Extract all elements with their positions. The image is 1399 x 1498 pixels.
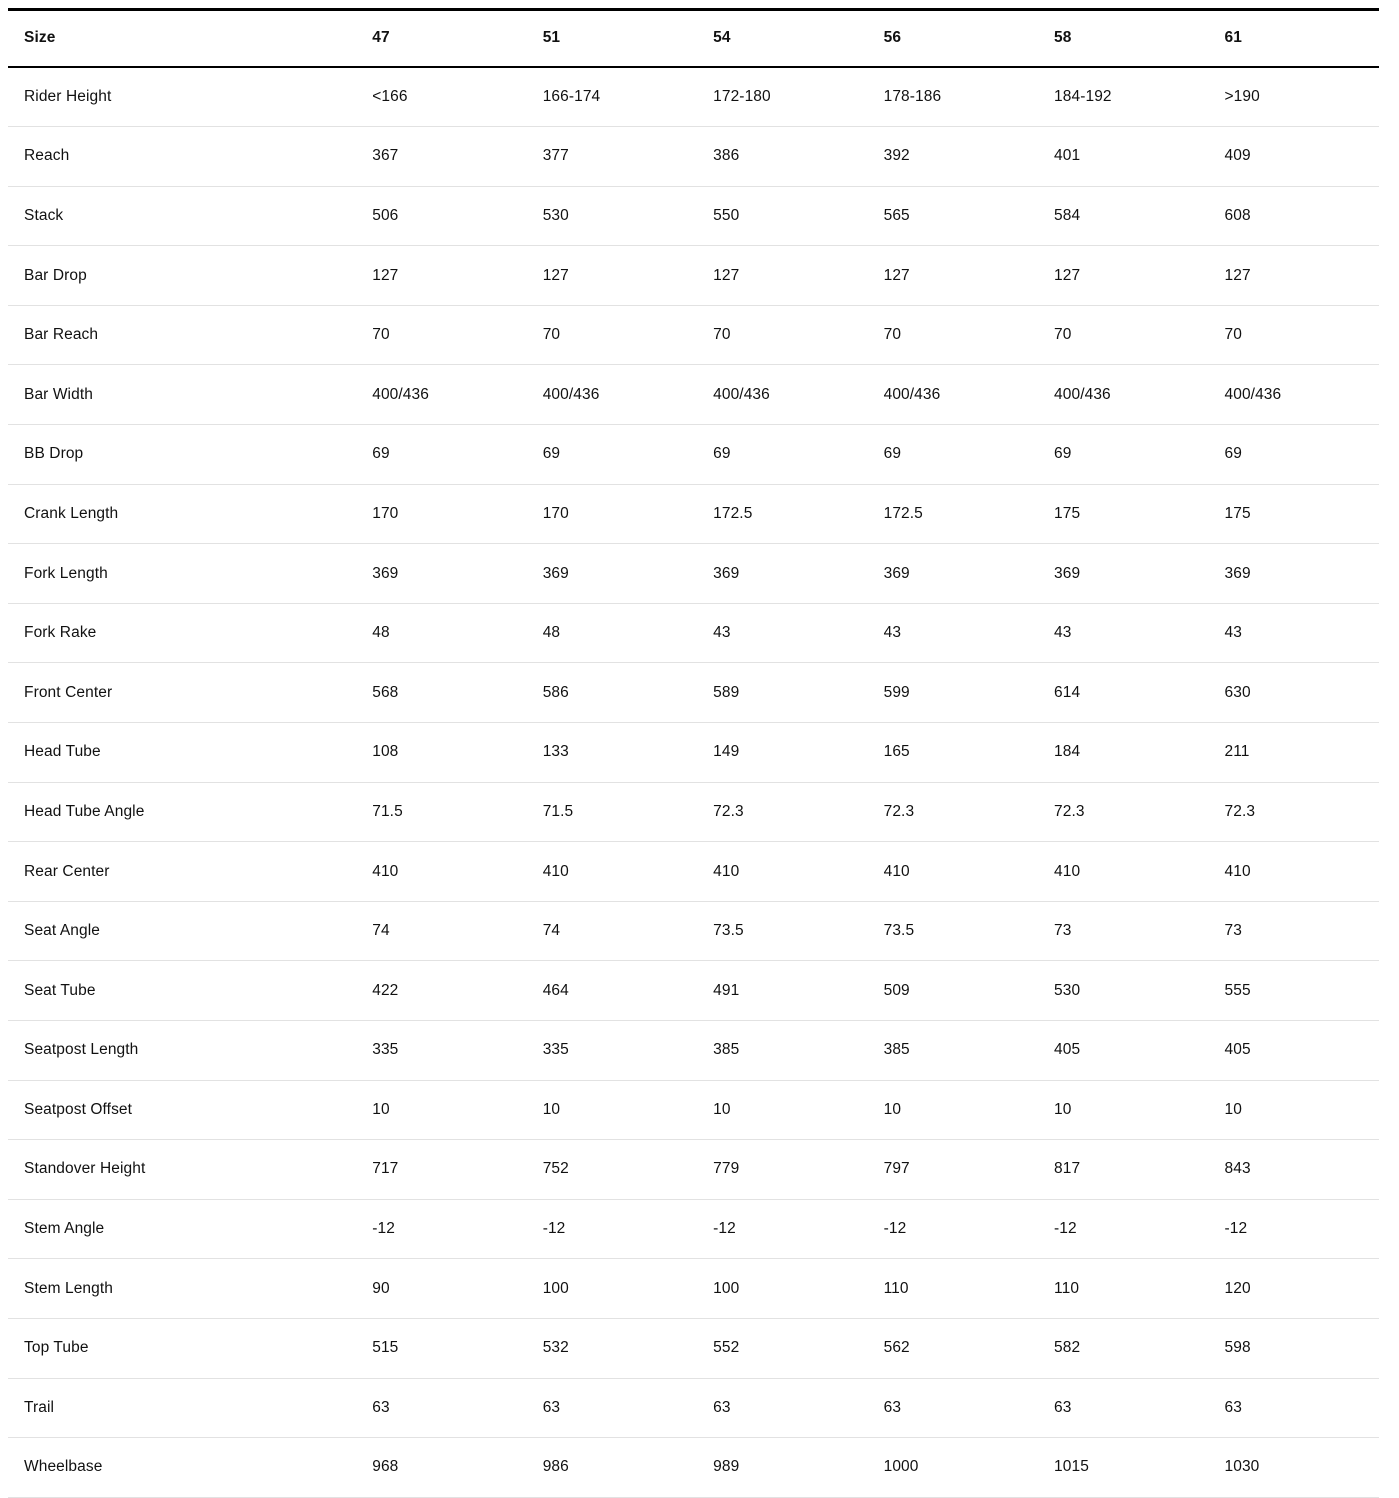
row-label: Trail — [8, 1378, 356, 1438]
table-cell: 69 — [527, 425, 697, 485]
row-label: Front Center — [8, 663, 356, 723]
table-cell: 10 — [697, 1080, 867, 1140]
table-cell: 400/436 — [868, 365, 1038, 425]
table-cell: 986 — [527, 1438, 697, 1498]
row-label: Seatpost Length — [8, 1021, 356, 1081]
table-cell: 410 — [356, 842, 526, 902]
table-cell: 70 — [868, 305, 1038, 365]
table-header — [8, 10, 1379, 67]
table-cell: 410 — [868, 842, 1038, 902]
table-cell: 410 — [697, 842, 867, 902]
row-label: Rear Center — [8, 842, 356, 902]
table-cell: 400/436 — [527, 365, 697, 425]
table-cell: -12 — [1038, 1199, 1208, 1259]
table-cell: 74 — [527, 901, 697, 961]
table-cell: 72.3 — [868, 782, 1038, 842]
table-cell: 43 — [697, 603, 867, 663]
table-cell: 175 — [1038, 484, 1208, 544]
table-cell: 70 — [1038, 305, 1208, 365]
table-cell: 10 — [527, 1080, 697, 1140]
table-cell: 72.3 — [1038, 782, 1208, 842]
table-cell: 63 — [356, 1378, 526, 1438]
table-cell: 843 — [1209, 1140, 1380, 1200]
table-cell: 170 — [527, 484, 697, 544]
column-header: 47 — [356, 10, 526, 67]
table-row — [8, 1438, 1379, 1498]
table-cell: 63 — [697, 1378, 867, 1438]
table-cell: >190 — [1209, 67, 1380, 127]
table-cell: 72.3 — [1209, 782, 1380, 842]
table-cell: 385 — [697, 1021, 867, 1081]
table-cell: 409 — [1209, 127, 1380, 187]
geometry-table — [8, 8, 1379, 1498]
table-cell: 63 — [527, 1378, 697, 1438]
table-row — [8, 305, 1379, 365]
table-cell: 211 — [1209, 723, 1380, 783]
table-cell: 69 — [1038, 425, 1208, 485]
table-row — [8, 246, 1379, 306]
table-cell: 178-186 — [868, 67, 1038, 127]
row-label: Bar Drop — [8, 246, 356, 306]
table-cell: 717 — [356, 1140, 526, 1200]
table-cell: 599 — [868, 663, 1038, 723]
table-cell: 149 — [697, 723, 867, 783]
table-row — [8, 425, 1379, 485]
table-cell: 410 — [527, 842, 697, 902]
table-cell: 108 — [356, 723, 526, 783]
header-row — [8, 10, 1379, 67]
row-label: Stem Angle — [8, 1199, 356, 1259]
table-cell: 464 — [527, 961, 697, 1021]
table-row — [8, 484, 1379, 544]
column-header: 56 — [868, 10, 1038, 67]
table-cell: 385 — [868, 1021, 1038, 1081]
row-label: Head Tube — [8, 723, 356, 783]
table-cell: <166 — [356, 67, 526, 127]
table-cell: 69 — [868, 425, 1038, 485]
table-cell: 369 — [868, 544, 1038, 604]
row-label: Seat Tube — [8, 961, 356, 1021]
table-cell: 172.5 — [697, 484, 867, 544]
table-cell: 110 — [1038, 1259, 1208, 1319]
table-cell: 552 — [697, 1318, 867, 1378]
table-cell: 100 — [697, 1259, 867, 1319]
table-cell: 515 — [356, 1318, 526, 1378]
table-cell: 127 — [1038, 246, 1208, 306]
table-row — [8, 1318, 1379, 1378]
table-cell: 369 — [1209, 544, 1380, 604]
table-row — [8, 1259, 1379, 1319]
table-row — [8, 67, 1379, 127]
table-cell: 71.5 — [356, 782, 526, 842]
table-cell: 71.5 — [527, 782, 697, 842]
size-column-header: Size — [8, 10, 356, 67]
table-cell: 175 — [1209, 484, 1380, 544]
table-cell: 386 — [697, 127, 867, 187]
table-cell: -12 — [356, 1199, 526, 1259]
table-cell: 582 — [1038, 1318, 1208, 1378]
table-cell: 1030 — [1209, 1438, 1380, 1498]
table-cell: 69 — [697, 425, 867, 485]
row-label: Standover Height — [8, 1140, 356, 1200]
table-cell: 43 — [1209, 603, 1380, 663]
table-cell: 127 — [356, 246, 526, 306]
table-cell: 400/436 — [1038, 365, 1208, 425]
table-cell: 367 — [356, 127, 526, 187]
table-row — [8, 127, 1379, 187]
table-cell: 506 — [356, 186, 526, 246]
table-cell: 70 — [697, 305, 867, 365]
table-cell: -12 — [527, 1199, 697, 1259]
table-row — [8, 544, 1379, 604]
table-cell: 170 — [356, 484, 526, 544]
table-cell: 72.3 — [697, 782, 867, 842]
table-cell: 184 — [1038, 723, 1208, 783]
table-row — [8, 1378, 1379, 1438]
table-cell: 70 — [356, 305, 526, 365]
table-cell: 63 — [868, 1378, 1038, 1438]
table-cell: 335 — [356, 1021, 526, 1081]
table-cell: 589 — [697, 663, 867, 723]
table-cell: 410 — [1038, 842, 1208, 902]
table-cell: 73.5 — [697, 901, 867, 961]
table-cell: 73 — [1038, 901, 1208, 961]
table-cell: 509 — [868, 961, 1038, 1021]
table-cell: 127 — [1209, 246, 1380, 306]
table-row — [8, 1199, 1379, 1259]
table-cell: 172-180 — [697, 67, 867, 127]
table-cell: 10 — [1038, 1080, 1208, 1140]
row-label: Crank Length — [8, 484, 356, 544]
table-cell: 133 — [527, 723, 697, 783]
table-row — [8, 1021, 1379, 1081]
table-cell: 586 — [527, 663, 697, 723]
table-row — [8, 663, 1379, 723]
table-cell: 10 — [356, 1080, 526, 1140]
row-label: Rider Height — [8, 67, 356, 127]
table-cell: 127 — [868, 246, 1038, 306]
table-cell: 584 — [1038, 186, 1208, 246]
table-row — [8, 186, 1379, 246]
row-label: Fork Rake — [8, 603, 356, 663]
table-body — [8, 67, 1379, 1498]
table-cell: 377 — [527, 127, 697, 187]
column-header: 58 — [1038, 10, 1208, 67]
table-cell: 48 — [356, 603, 526, 663]
table-cell: 165 — [868, 723, 1038, 783]
table-cell: 43 — [868, 603, 1038, 663]
table-cell: -12 — [868, 1199, 1038, 1259]
table-cell: 400/436 — [356, 365, 526, 425]
table-cell: 405 — [1038, 1021, 1208, 1081]
table-row — [8, 961, 1379, 1021]
table-cell: -12 — [697, 1199, 867, 1259]
table-cell: 127 — [697, 246, 867, 306]
table-cell: 1015 — [1038, 1438, 1208, 1498]
table-cell: 405 — [1209, 1021, 1380, 1081]
table-row — [8, 842, 1379, 902]
table-cell: 550 — [697, 186, 867, 246]
table-cell: 1000 — [868, 1438, 1038, 1498]
table-cell: 127 — [527, 246, 697, 306]
table-cell: 369 — [356, 544, 526, 604]
table-cell: 555 — [1209, 961, 1380, 1021]
table-cell: 779 — [697, 1140, 867, 1200]
table-cell: 48 — [527, 603, 697, 663]
table-cell: 10 — [868, 1080, 1038, 1140]
table-row — [8, 1080, 1379, 1140]
row-label: Wheelbase — [8, 1438, 356, 1498]
table-cell: 608 — [1209, 186, 1380, 246]
table-cell: 69 — [1209, 425, 1380, 485]
column-header: 51 — [527, 10, 697, 67]
row-label: Top Tube — [8, 1318, 356, 1378]
table-cell: 410 — [1209, 842, 1380, 902]
table-cell: 73 — [1209, 901, 1380, 961]
table-cell: 63 — [1209, 1378, 1380, 1438]
table-cell: 565 — [868, 186, 1038, 246]
table-cell: 530 — [1038, 961, 1208, 1021]
table-cell: 73.5 — [868, 901, 1038, 961]
table-cell: 172.5 — [868, 484, 1038, 544]
row-label: Stack — [8, 186, 356, 246]
table-row — [8, 723, 1379, 783]
table-cell: 63 — [1038, 1378, 1208, 1438]
table-row — [8, 901, 1379, 961]
table-cell: 392 — [868, 127, 1038, 187]
table-cell: 74 — [356, 901, 526, 961]
table-cell: 70 — [1209, 305, 1380, 365]
table-row — [8, 782, 1379, 842]
table-cell: 568 — [356, 663, 526, 723]
table-cell: 532 — [527, 1318, 697, 1378]
table-row — [8, 603, 1379, 663]
table-cell: 400/436 — [1209, 365, 1380, 425]
table-cell: 401 — [1038, 127, 1208, 187]
row-label: Head Tube Angle — [8, 782, 356, 842]
table-cell: 491 — [697, 961, 867, 1021]
table-cell: 110 — [868, 1259, 1038, 1319]
table-cell: 797 — [868, 1140, 1038, 1200]
table-cell: 43 — [1038, 603, 1208, 663]
table-row — [8, 365, 1379, 425]
table-cell: 90 — [356, 1259, 526, 1319]
table-cell: 562 — [868, 1318, 1038, 1378]
table-cell: 369 — [1038, 544, 1208, 604]
table-cell: 598 — [1209, 1318, 1380, 1378]
table-cell: 369 — [527, 544, 697, 604]
table-cell: 184-192 — [1038, 67, 1208, 127]
row-label: BB Drop — [8, 425, 356, 485]
row-label: Reach — [8, 127, 356, 187]
table-cell: 166-174 — [527, 67, 697, 127]
column-header: 61 — [1209, 10, 1380, 67]
row-label: Seatpost Offset — [8, 1080, 356, 1140]
table-cell: 70 — [527, 305, 697, 365]
table-cell: 968 — [356, 1438, 526, 1498]
column-header: 54 — [697, 10, 867, 67]
table-cell: 100 — [527, 1259, 697, 1319]
row-label: Stem Length — [8, 1259, 356, 1319]
table-cell: 752 — [527, 1140, 697, 1200]
table-cell: -12 — [1209, 1199, 1380, 1259]
table-cell: 989 — [697, 1438, 867, 1498]
table-cell: 422 — [356, 961, 526, 1021]
table-cell: 530 — [527, 186, 697, 246]
row-label: Bar Width — [8, 365, 356, 425]
row-label: Bar Reach — [8, 305, 356, 365]
row-label: Fork Length — [8, 544, 356, 604]
table-cell: 817 — [1038, 1140, 1208, 1200]
table-cell: 369 — [697, 544, 867, 604]
table-cell: 614 — [1038, 663, 1208, 723]
table-cell: 69 — [356, 425, 526, 485]
table-cell: 630 — [1209, 663, 1380, 723]
row-label: Seat Angle — [8, 901, 356, 961]
table-cell: 120 — [1209, 1259, 1380, 1319]
table-cell: 10 — [1209, 1080, 1380, 1140]
table-cell: 335 — [527, 1021, 697, 1081]
table-cell: 400/436 — [697, 365, 867, 425]
table-row — [8, 1140, 1379, 1200]
